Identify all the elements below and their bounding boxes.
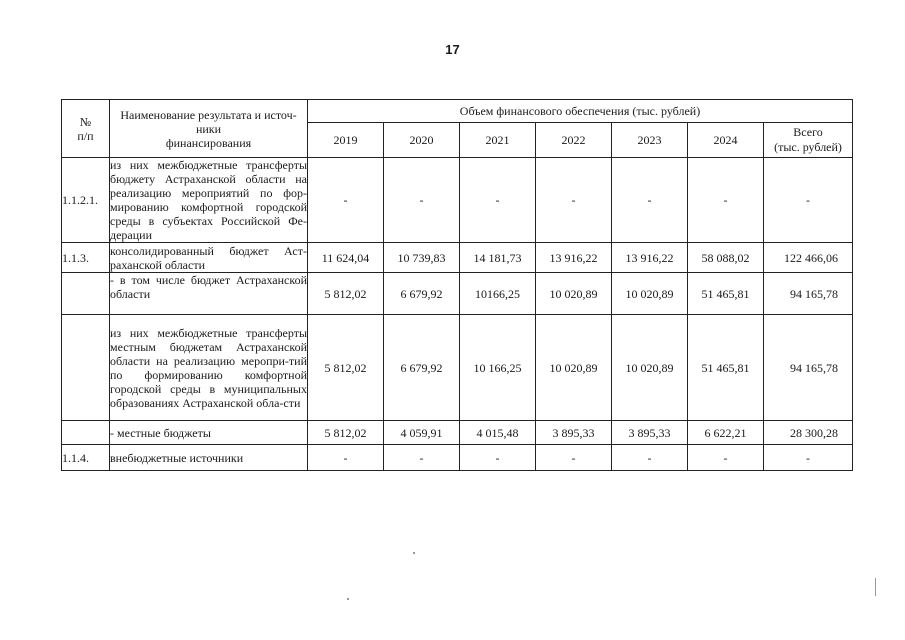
value-2019: 5 812,02 <box>308 421 384 445</box>
header-num <box>62 100 110 158</box>
value-total: 28 300,28 <box>764 421 853 445</box>
value-2023: 13 916,22 <box>612 243 688 273</box>
header-total-label: Всего (тыс. рублей) <box>774 125 842 154</box>
value-2022: 3 895,33 <box>536 421 612 445</box>
value-2019: - <box>308 445 384 471</box>
row-number <box>62 421 110 445</box>
header-year-2021: 2021 <box>460 123 536 158</box>
value-2022: 13 916,22 <box>536 243 612 273</box>
scan-artifact <box>875 578 876 596</box>
scan-artifact <box>413 552 415 554</box>
header-year-2019: 2019 <box>308 123 384 158</box>
row-name: консолидированный бюджет Аст-раханской области <box>110 243 307 272</box>
table-row <box>62 421 853 445</box>
value-2021: 14 181,73 <box>460 243 536 273</box>
header-year-2024: 2024 <box>688 123 764 158</box>
value-2023: 10 020,89 <box>612 273 688 315</box>
value-2021: 10166,25 <box>460 273 536 315</box>
value-2024: 51 465,81 <box>688 273 764 315</box>
value-2023: - <box>612 445 688 471</box>
header-year-2022: 2022 <box>536 123 612 158</box>
row-number <box>62 273 110 315</box>
table-row <box>62 158 853 243</box>
scan-artifact <box>347 598 349 600</box>
row-number: 1.1.3. <box>62 243 110 273</box>
value-2024: 58 088,02 <box>688 243 764 273</box>
table-row <box>62 273 853 315</box>
header-row-1 <box>62 100 853 123</box>
value-2022: 10 020,89 <box>536 273 612 315</box>
header-name-label: Наименование результата и источ- ники финансирования <box>120 107 297 150</box>
value-total: 94 165,78 <box>764 273 853 315</box>
value-2023: 3 895,33 <box>612 421 688 445</box>
table-row <box>62 243 853 273</box>
value-2022: - <box>536 158 612 243</box>
row-name: внебюджетные источники <box>110 445 308 471</box>
table-row <box>62 445 853 471</box>
row-name: из них межбюджетные трансферты местным бюджетам Астраханской области на реализацию меропри-тий по формированию комфортной городской среды в муниципальных образованиях Астраханской обла-сти <box>110 315 308 421</box>
value-2020: 10 739,83 <box>384 243 460 273</box>
header-year-2020: 2020 <box>384 123 460 158</box>
value-2019: 5 812,02 <box>308 273 384 315</box>
value-2024: 51 465,81 <box>688 315 764 421</box>
value-2022: - <box>536 445 612 471</box>
row-number <box>62 315 110 421</box>
value-total: - <box>764 445 853 471</box>
row-name: - местные бюджеты <box>110 421 308 445</box>
value-total: - <box>764 158 853 243</box>
header-num-label: № п/п <box>77 114 94 143</box>
value-2021: 10 166,25 <box>460 315 536 421</box>
value-2020: 4 059,91 <box>384 421 460 445</box>
value-2021: - <box>460 445 536 471</box>
value-2019: - <box>308 158 384 243</box>
value-2021: 4 015,48 <box>460 421 536 445</box>
value-2020: 6 679,92 <box>384 273 460 315</box>
value-2024: 6 622,21 <box>688 421 764 445</box>
row-number: 1.1.4. <box>62 445 110 471</box>
header-total <box>764 123 853 158</box>
value-2023: - <box>612 158 688 243</box>
financing-table <box>61 99 853 471</box>
value-2024: - <box>688 158 764 243</box>
header-volume: Объем финансового обеспечения (тыс. рублей) <box>308 100 853 123</box>
value-2021: - <box>460 158 536 243</box>
row-name: из них межбюджетные трансферты бюджету Астраханской области на реализацию мероприятий по фор-мированию комфортной городской среды в субъектах Российской Фе-дерации <box>110 158 307 242</box>
header-name <box>110 100 308 158</box>
row-number: 1.1.2.1. <box>62 158 110 243</box>
row-name: - в том числе бюджет Астраханской области <box>110 273 308 315</box>
value-2023: 10 020,89 <box>612 315 688 421</box>
value-2020: 6 679,92 <box>384 315 460 421</box>
value-total: 122 466,06 <box>764 243 853 273</box>
value-total: 94 165,78 <box>764 315 853 421</box>
table-row <box>62 315 853 421</box>
value-2020: - <box>384 158 460 243</box>
value-2020: - <box>384 445 460 471</box>
value-2024: - <box>688 445 764 471</box>
value-2019: 5 812,02 <box>308 315 384 421</box>
value-2019: 11 624,04 <box>308 243 384 273</box>
page-number: 17 <box>445 42 460 57</box>
header-year-2023: 2023 <box>612 123 688 158</box>
value-2022: 10 020,89 <box>536 315 612 421</box>
